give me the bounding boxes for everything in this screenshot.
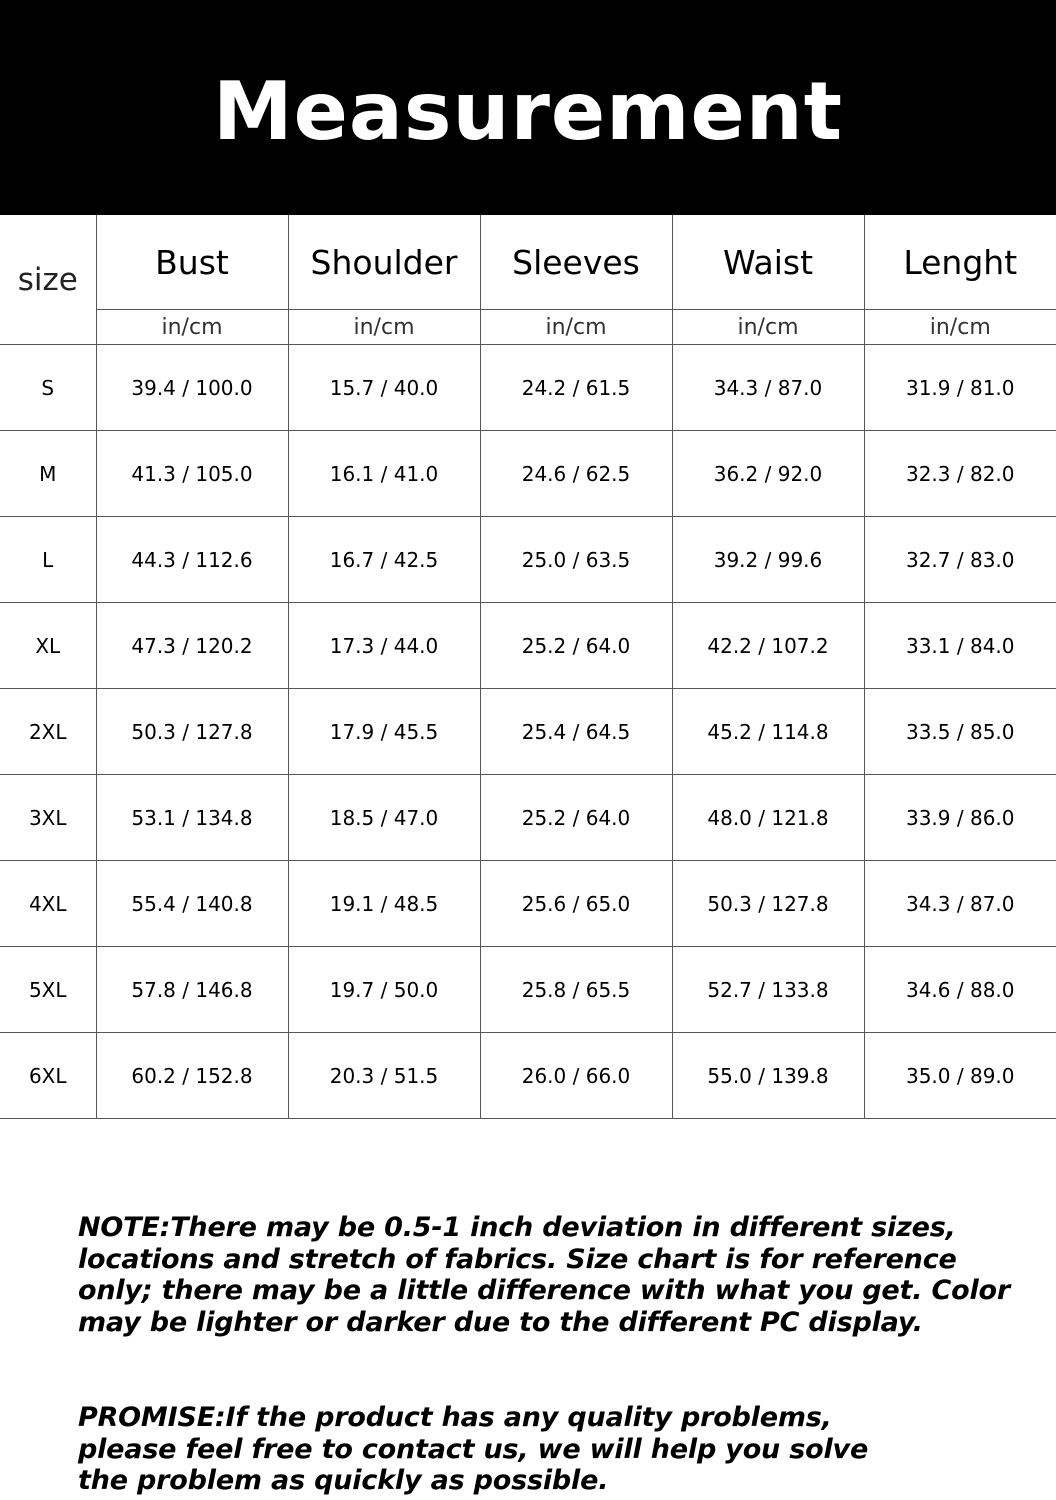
value-cell: 31.9 / 81.0 <box>864 345 1056 431</box>
size-cell: M <box>0 431 96 517</box>
value-cell: 33.5 / 85.0 <box>864 689 1056 775</box>
unit-label: in/cm <box>288 310 480 345</box>
unit-label: in/cm <box>480 310 672 345</box>
table-header-row <box>0 215 1056 310</box>
value-cell: 36.2 / 92.0 <box>672 431 864 517</box>
value-cell: 16.1 / 41.0 <box>288 431 480 517</box>
column-header-shoulder: Shoulder <box>288 215 480 310</box>
value-cell: 26.0 / 66.0 <box>480 1033 672 1119</box>
value-cell: 34.3 / 87.0 <box>672 345 864 431</box>
table-unit-row <box>0 310 1056 345</box>
column-header-sleeves: Sleeves <box>480 215 672 310</box>
value-cell: 24.2 / 61.5 <box>480 345 672 431</box>
value-cell: 34.6 / 88.0 <box>864 947 1056 1033</box>
value-cell: 42.2 / 107.2 <box>672 603 864 689</box>
value-cell: 32.3 / 82.0 <box>864 431 1056 517</box>
table-row <box>0 345 1056 431</box>
value-cell: 55.0 / 139.8 <box>672 1033 864 1119</box>
value-cell: 20.3 / 51.5 <box>288 1033 480 1119</box>
value-cell: 17.9 / 45.5 <box>288 689 480 775</box>
value-cell: 25.2 / 64.0 <box>480 603 672 689</box>
value-cell: 25.6 / 65.0 <box>480 861 672 947</box>
table-row <box>0 861 1056 947</box>
size-chart-table <box>0 215 1056 1119</box>
value-cell: 60.2 / 152.8 <box>96 1033 288 1119</box>
value-cell: 17.3 / 44.0 <box>288 603 480 689</box>
value-cell: 53.1 / 134.8 <box>96 775 288 861</box>
table-row <box>0 689 1056 775</box>
table-row <box>0 517 1056 603</box>
table-row <box>0 1033 1056 1119</box>
size-cell: 4XL <box>0 861 96 947</box>
value-cell: 50.3 / 127.8 <box>672 861 864 947</box>
header-banner <box>0 0 1056 215</box>
table-row <box>0 431 1056 517</box>
value-cell: 19.1 / 48.5 <box>288 861 480 947</box>
value-cell: 16.7 / 42.5 <box>288 517 480 603</box>
value-cell: 52.7 / 133.8 <box>672 947 864 1033</box>
value-cell: 18.5 / 47.0 <box>288 775 480 861</box>
value-cell: 50.3 / 127.8 <box>96 689 288 775</box>
unit-label: in/cm <box>672 310 864 345</box>
value-cell: 25.4 / 64.5 <box>480 689 672 775</box>
size-cell: XL <box>0 603 96 689</box>
column-header-waist: Waist <box>672 215 864 310</box>
value-cell: 35.0 / 89.0 <box>864 1033 1056 1119</box>
value-cell: 39.2 / 99.6 <box>672 517 864 603</box>
table-body <box>0 345 1056 1119</box>
size-cell: 6XL <box>0 1033 96 1119</box>
column-header-bust: Bust <box>96 215 288 310</box>
size-column-header: size <box>0 215 96 345</box>
unit-label: in/cm <box>96 310 288 345</box>
value-cell: 25.8 / 65.5 <box>480 947 672 1033</box>
value-cell: 44.3 / 112.6 <box>96 517 288 603</box>
value-cell: 57.8 / 146.8 <box>96 947 288 1033</box>
table-row <box>0 775 1056 861</box>
size-cell: 2XL <box>0 689 96 775</box>
value-cell: 48.0 / 121.8 <box>672 775 864 861</box>
value-cell: 47.3 / 120.2 <box>96 603 288 689</box>
size-cell: S <box>0 345 96 431</box>
value-cell: 19.7 / 50.0 <box>288 947 480 1033</box>
table-row <box>0 947 1056 1033</box>
value-cell: 25.2 / 64.0 <box>480 775 672 861</box>
size-cell: 3XL <box>0 775 96 861</box>
value-cell: 41.3 / 105.0 <box>96 431 288 517</box>
promise-text: PROMISE:If the product has any quality problems, please feel free to contact us, we will help you solve the problem as quickly as possible. <box>78 1402 869 1496</box>
value-cell: 34.3 / 87.0 <box>864 861 1056 947</box>
unit-label: in/cm <box>864 310 1056 345</box>
value-cell: 39.4 / 100.0 <box>96 345 288 431</box>
column-header-length: Lenght <box>864 215 1056 310</box>
size-cell: L <box>0 517 96 603</box>
value-cell: 24.6 / 62.5 <box>480 431 672 517</box>
value-cell: 55.4 / 140.8 <box>96 861 288 947</box>
size-cell: 5XL <box>0 947 96 1033</box>
value-cell: 32.7 / 83.0 <box>864 517 1056 603</box>
value-cell: 45.2 / 114.8 <box>672 689 864 775</box>
value-cell: 25.0 / 63.5 <box>480 517 672 603</box>
page-title: Measurement <box>213 65 843 158</box>
table-row <box>0 603 1056 689</box>
value-cell: 33.1 / 84.0 <box>864 603 1056 689</box>
note-text: NOTE:There may be 0.5-1 inch deviation in different sizes, locations and stretch of fabrics. Size chart is for reference only; there may be a little difference with what you get. Color may be lighter or darker due to the different PC display. <box>78 1212 1010 1338</box>
value-cell: 15.7 / 40.0 <box>288 345 480 431</box>
value-cell: 33.9 / 86.0 <box>864 775 1056 861</box>
